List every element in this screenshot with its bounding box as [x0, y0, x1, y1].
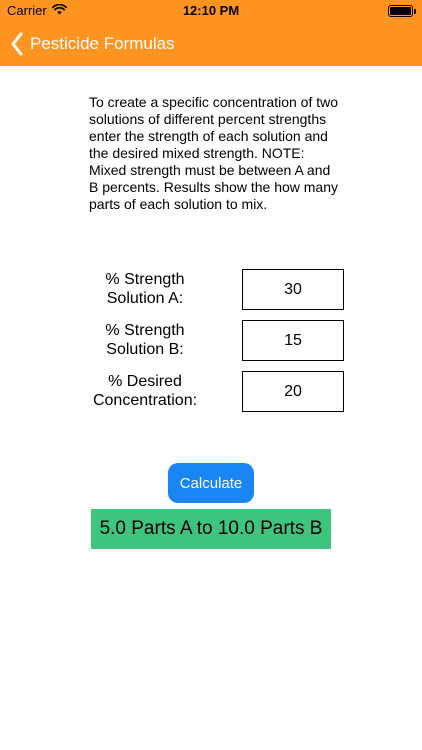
desired-concentration-label-line2: Concentration:	[92, 392, 198, 409]
navigation-bar	[0, 22, 422, 66]
instructions-text: To create a specific concentration of two solutions of different percent strengths enter the strength of each solution and the desired mixed strength. NOTE: Mixed strength must be between A and B percents. Results show the how many parts of each solution to mix.	[89, 94, 339, 212]
desired-concentration-label	[70, 372, 220, 410]
battery-icon	[388, 5, 413, 17]
field-row-solution-b	[0, 320, 422, 361]
top-bar	[0, 0, 422, 66]
back-button-label: Pesticide Formulas	[30, 34, 175, 53]
field-row-solution-a	[0, 269, 422, 310]
solution-b-input[interactable]	[242, 320, 344, 361]
solution-a-label	[70, 270, 220, 308]
result-text: 5.0 Parts A to 10.0 Parts B	[99, 518, 323, 539]
solution-a-input[interactable]	[242, 269, 344, 310]
field-row-desired-concentration	[0, 371, 422, 412]
desired-concentration-label-line1: % Desired	[108, 373, 182, 390]
status-bar	[0, 0, 422, 22]
solution-b-label-line2: Solution B:	[106, 341, 184, 358]
status-time: 12:10 PM	[182, 3, 240, 18]
chevron-left-icon	[10, 32, 24, 56]
solution-b-label-line1: % Strength	[105, 322, 185, 339]
back-button[interactable]	[10, 30, 175, 58]
result-display	[91, 509, 331, 549]
solution-b-label	[70, 321, 220, 359]
carrier-label: Carrier	[7, 3, 47, 18]
solution-a-label-line1: % Strength	[105, 271, 185, 288]
desired-concentration-input[interactable]	[242, 371, 344, 412]
calculate-button[interactable]: Calculate	[168, 463, 254, 503]
solution-a-label-line2: Solution A:	[106, 290, 184, 307]
